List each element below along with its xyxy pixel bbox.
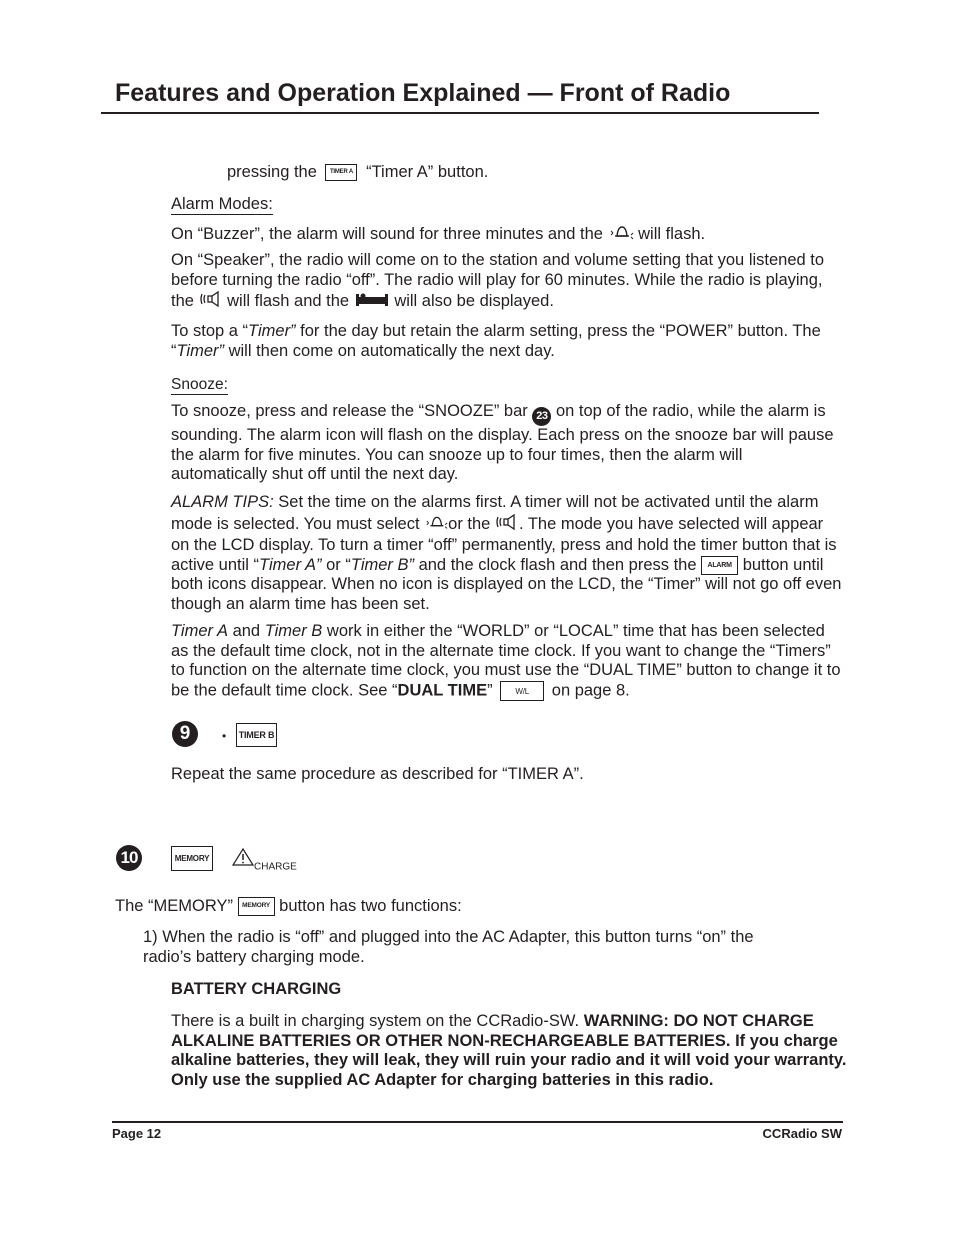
product-name: CCRadio SW	[762, 1126, 842, 1141]
memory-button-icon-inline: MEMORY	[238, 897, 275, 916]
bed-icon	[354, 291, 390, 313]
intro-line	[227, 163, 488, 183]
speaker-icon	[199, 290, 223, 314]
page-number: Page 12	[112, 1126, 162, 1141]
bullet: •	[222, 729, 227, 743]
battery-charging-heading: BATTERY CHARGING	[171, 980, 342, 998]
stop-timer-paragraph: To stop a “Timer” for the day but retain the alarm setting, press the “POWER” button. The “Timer” will then come on automatically the next day.	[171, 322, 821, 360]
section-number-10: 10	[116, 845, 142, 871]
timer-a-button-icon: TIMER A	[325, 164, 357, 181]
buzzer-paragraph	[171, 224, 851, 246]
bell-icon	[424, 514, 448, 536]
timer-b-button-icon: TIMER B	[236, 723, 277, 747]
alarm-tips-paragraph: ALARM TIPS: Set the time on the alarms first. A timer will not be activated until the alarm mode is selected. You must select or the . The mode you have selected will appear on the LCD display. To turn a timer “off” permanently, press and hold the timer button that is active until “Timer A” or “Timer B” and the clock flash and then press the ALARM button until both icons disappear. When no icon is displayed on the LCD, the “Timer” will not go off even though an alarm time has been set.	[171, 493, 842, 613]
buzzer-post: will flash.	[638, 225, 706, 244]
page-title: Features and Operation Explained — Front of Radio	[115, 79, 731, 107]
alarm-button-icon: ALARM	[701, 556, 738, 575]
speaker-paragraph	[171, 251, 843, 314]
memory-button-icon: MEMORY	[171, 846, 213, 871]
wl-button-icon: W/L	[500, 681, 544, 701]
speaker-text: On “Speaker”, the radio will come on to the station and volume setting that you listened to before turning the radio “off”. The radio will play for 60 minutes. While the radio is playing, the	[171, 251, 825, 311]
title-rule	[101, 112, 819, 114]
speaker-icon	[495, 513, 519, 537]
speaker-mid: will flash and the	[227, 292, 350, 311]
warning-triangle-icon	[232, 847, 254, 872]
memory-intro: The “MEMORY” MEMORY button has two functions:	[115, 897, 462, 915]
battery-charging-paragraph: There is a built in charging system on the CCRadio-SW. WARNING: DO NOT CHARGE ALKALINE BATTERIES OR OTHER NON-RECHARGEABLE BATTERIES. If you charge alkaline batteries, they will leak, they will ruin your radio and it will void your warranty. Only use the supplied AC Adapter for charging batteries in this radio.	[171, 1012, 847, 1089]
bell-icon	[608, 224, 634, 246]
alarm-modes-heading: Alarm Modes:	[171, 195, 273, 213]
charge-indicator	[232, 847, 297, 873]
section-number-9: 9	[172, 721, 198, 747]
intro-post: “Timer A” button.	[366, 163, 489, 181]
snooze-paragraph: To snooze, press and release the “SNOOZE” bar 23 on top of the radio, while the alarm is sounding. The alarm icon will flash on the display. Each press on the snooze bar will pause the alarm for five minutes. You can snooze up to four times, then the alarm will automatically shut off until the next day.	[171, 402, 834, 484]
memory-item-1: 1) When the radio is “off” and plugged into the AC Adapter, this button turns “on” the radio’s battery charging mode.	[143, 928, 754, 966]
buzzer-text: On “Buzzer”, the alarm will sound for three minutes and the	[171, 225, 603, 244]
charge-label: CHARGE	[254, 861, 297, 873]
snooze-heading: Snooze:	[171, 376, 228, 393]
speaker-post: will also be displayed.	[394, 292, 554, 311]
intro-pre: pressing the	[227, 163, 317, 181]
footer-rule	[112, 1121, 843, 1123]
snooze-ref-number: 23	[532, 407, 551, 426]
section9-text: Repeat the same procedure as described for “TIMER A”.	[171, 765, 584, 783]
timers-paragraph: Timer A and Timer B work in either the “WORLD” or “LOCAL” time that has been selected as the default time clock, not in the alternate time clock. If you want to change the “Timers” to function on the alternate time clock, you must use the “DUAL TIME” button to change it to be the default time clock. See “DUAL TIME” W/L on page 8.	[171, 622, 841, 700]
